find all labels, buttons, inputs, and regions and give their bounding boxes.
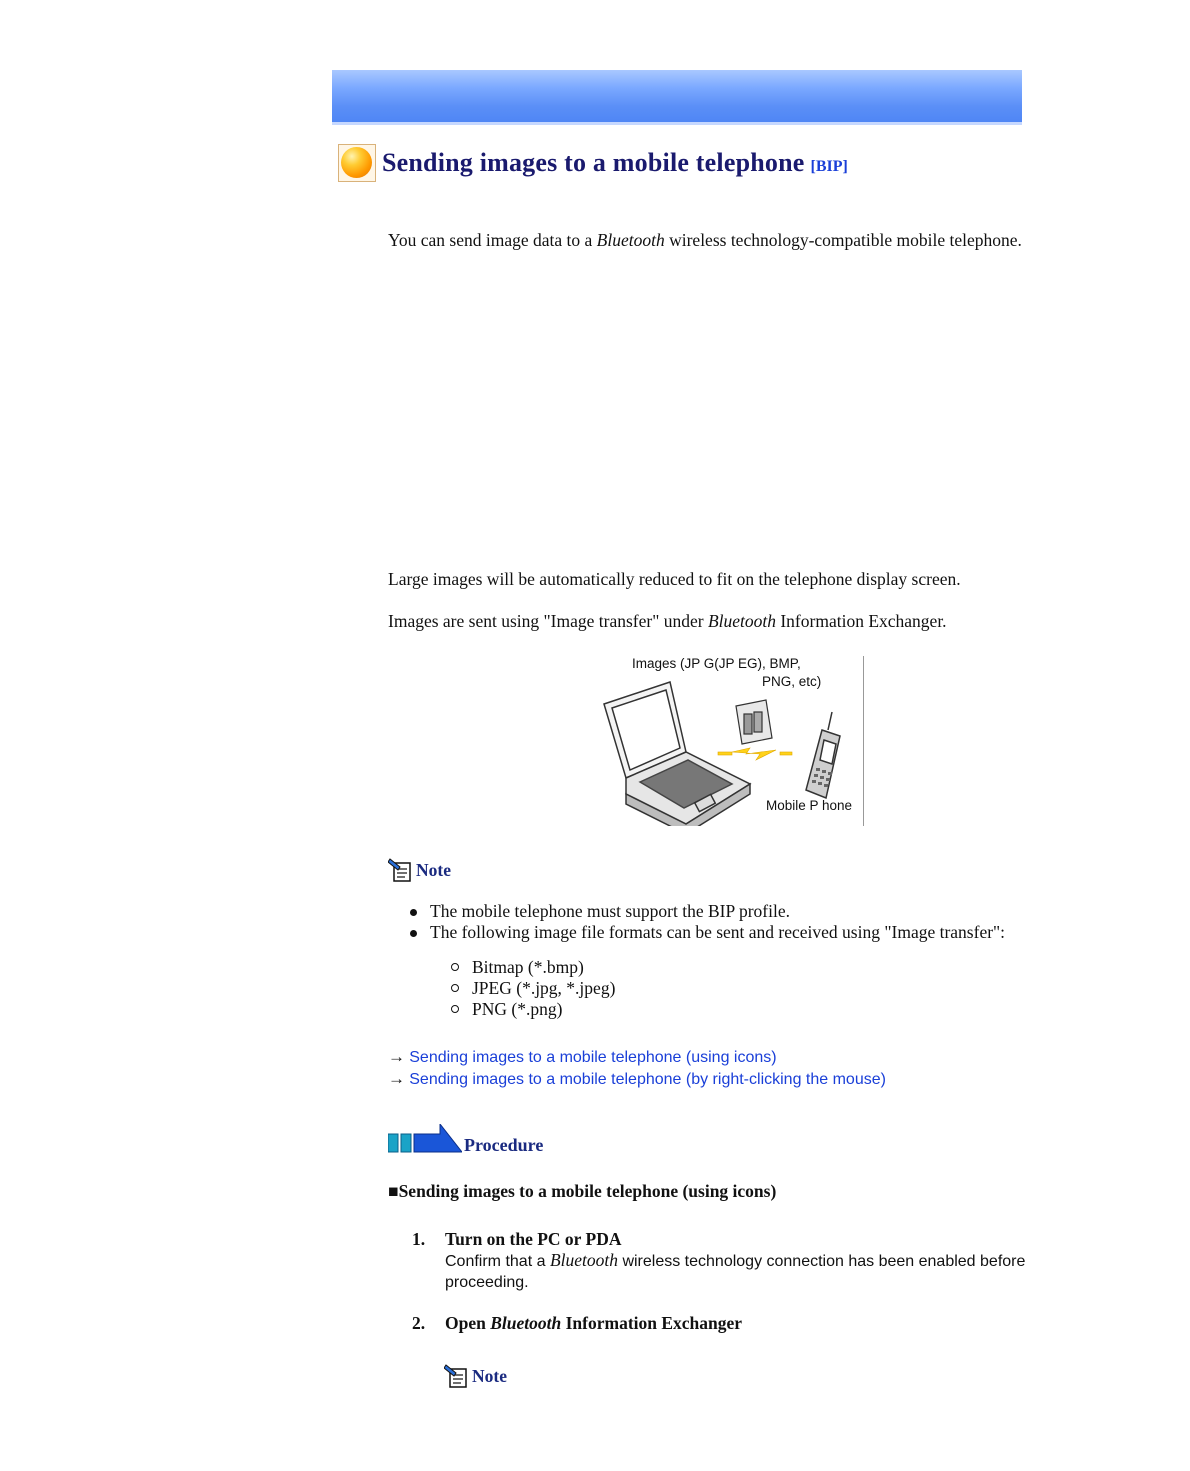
procedure-arrow-icon	[388, 1124, 462, 1154]
procedure-label: Procedure	[464, 1135, 544, 1155]
bip-illustration	[600, 656, 864, 826]
link-row	[388, 1068, 886, 1090]
link-using-icons[interactable]: Sending images to a mobile telephone (using icons)	[409, 1049, 777, 1066]
page-title: Sending images to a mobile telephone	[382, 148, 805, 177]
figure-label-phone: Mobile P hone	[766, 798, 853, 813]
note-heading	[388, 857, 451, 883]
figure-label-formats: PNG, etc)	[762, 674, 822, 689]
header-banner	[332, 70, 1022, 125]
step-number: 1.	[412, 1229, 426, 1249]
procedure-heading	[388, 1124, 543, 1154]
list-item: The mobile telephone must support the BIP profile.	[408, 901, 1005, 922]
step-description-line2: proceeding.	[445, 1274, 529, 1291]
note-bullet-list	[408, 901, 1005, 943]
procedure-subheading: ■Sending images to a mobile telephone (using icons)	[388, 1181, 777, 1201]
orange-orb-icon	[338, 144, 376, 182]
profile-tag: [BIP]	[810, 158, 848, 175]
step-note-heading	[444, 1363, 507, 1389]
picture-icon	[736, 700, 772, 744]
step-number: 2.	[412, 1313, 426, 1333]
arrow-right-icon: →	[388, 1069, 405, 1088]
note-pad-icon	[444, 1363, 470, 1389]
note-pad-icon	[388, 857, 414, 883]
link-row	[388, 1046, 886, 1068]
figure-label-images: Images (JP G(JP EG), BMP,	[632, 656, 801, 671]
step-title: Turn on the PC or PDA	[445, 1229, 622, 1249]
list-item: The following image file formats can be sent and received using "Image transfer":	[408, 922, 1005, 943]
step-title: Open Bluetooth Information Exchanger	[445, 1313, 743, 1333]
note-label: Note	[472, 1365, 507, 1386]
step-description: Confirm that a Bluetooth wireless technology connection has been enabled before	[445, 1250, 1026, 1270]
link-right-click[interactable]: Sending images to a mobile telephone (by right-clicking the mouse)	[409, 1071, 886, 1088]
transfer-paragraph: Images are sent using "Image transfer" under Bluetooth Information Exchanger.	[388, 611, 947, 631]
step-body	[445, 1313, 742, 1334]
page-title-row	[338, 143, 848, 183]
note-label: Note	[416, 859, 451, 880]
format-list	[450, 957, 615, 1020]
reduce-paragraph: Large images will be automatically reduced to fit on the telephone display screen.	[388, 569, 961, 589]
intro-paragraph: You can send image data to a Bluetooth wireless technology-compatible mobile telephone.	[388, 230, 1022, 250]
wireless-signal-icon	[718, 748, 792, 760]
laptop-phone-drawing	[600, 656, 863, 826]
mobile-phone-icon	[806, 712, 840, 798]
list-item: PNG (*.png)	[450, 999, 615, 1020]
arrow-right-icon: →	[388, 1047, 405, 1066]
list-item: Bitmap (*.bmp)	[450, 957, 615, 978]
step-body	[445, 1229, 1025, 1293]
list-item: JPEG (*.jpg, *.jpeg)	[450, 978, 615, 999]
related-links	[388, 1046, 886, 1090]
